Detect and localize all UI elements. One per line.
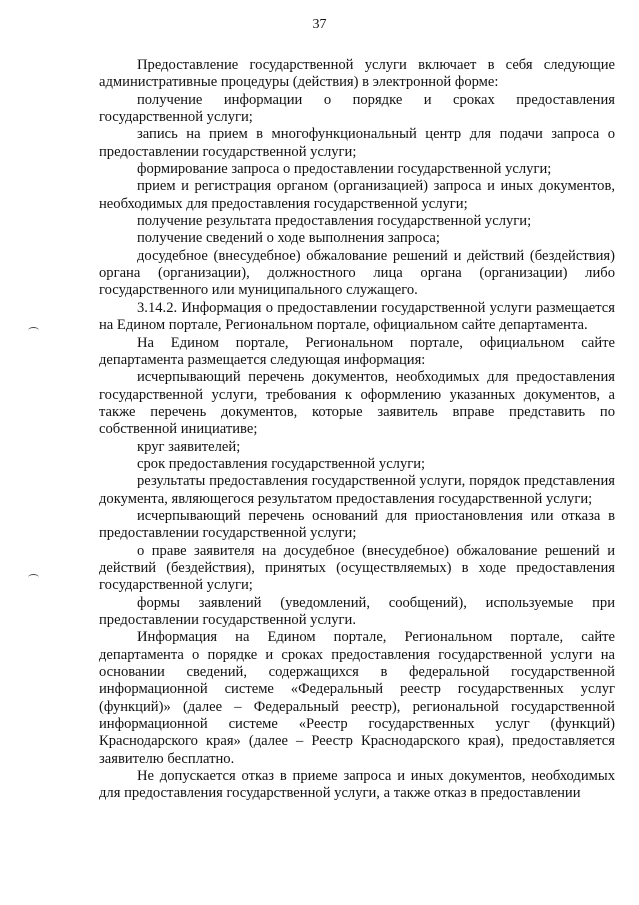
list-item: запись на прием в многофункциональный центр для подачи запроса о предоставлении государственной услуги; bbox=[99, 126, 615, 160]
list-item: срок предоставления государственной услуги; bbox=[137, 455, 426, 472]
list-item: формы заявлений (уведомлений, сообщений), используемые при предоставлении государственной услуги. bbox=[99, 594, 615, 628]
list-item: исчерпывающий перечень документов, необходимых для предоставления государственной услуги, требования к оформлению указанных документов, а также перечень документов, которые заявитель вправе представить по собственной инициативе; bbox=[99, 369, 615, 438]
page-number: 37 bbox=[312, 17, 327, 32]
list-item: круг заявителей; bbox=[137, 438, 241, 455]
list-item: исчерпывающий перечень оснований для приостановления или отказа в предоставлении государственной услуги; bbox=[99, 507, 615, 542]
paragraph: На Едином портале, Региональном портале, официальном сайте департамента размещается следующая информация: bbox=[99, 334, 615, 368]
section-paragraph: 3.14.2. Информация о предоставлении государственной услуги размещается на Едином портале, Региональном портале, официальном сайте департамента. bbox=[99, 299, 615, 334]
margin-mark bbox=[28, 574, 39, 581]
margin-mark bbox=[28, 327, 39, 334]
document-body bbox=[99, 57, 615, 803]
list-item: получение сведений о ходе выполнения запроса; bbox=[137, 230, 440, 247]
list-item: получение информации о порядке и сроках предоставления государственной услуги; bbox=[99, 91, 615, 126]
list-item: о праве заявителя на досудебное (внесудебное) обжалование решений и действий (бездействия), принятых (осуществляемых) в ходе предоставления государственной услуги; bbox=[99, 542, 615, 594]
paragraph: Не допускается отказ в приеме запроса и иных документов, необходимых для предоставления государственной услуги, а также отказ в предоставлении bbox=[99, 768, 615, 802]
list-item: результаты предоставления государственной услуги, порядок представления документа, являющегося результатом предоставления государственной услуги; bbox=[99, 473, 615, 507]
paragraph: Информация на Едином портале, Региональном портале, сайте департамента о порядке и сроках предоставления государственной услуги на основании сведений, содержащихся в федеральной государственной информационной системе «Федеральный реестр государственных услуг (функций)» (далее – Федеральный реестр), региональной государственной информационной системе «Реестр государственных услуг (функций) Краснодарского края» (далее – Реестр Краснодарского края), предоставляется заявителю бесплатно. bbox=[99, 629, 615, 767]
paragraph: Предоставление государственной услуги включает в себя следующие административные процедуры (действия) в электронной форме: bbox=[99, 57, 615, 91]
list-item: прием и регистрация органом (организацией) запроса и иных документов, необходимых для предоставления государственной услуги; bbox=[99, 178, 615, 212]
list-item: получение результата предоставления государственной услуги; bbox=[137, 213, 532, 230]
list-item: формирование запроса о предоставлении государственной услуги; bbox=[137, 161, 552, 178]
list-item: досудебное (внесудебное) обжалование решений и действий (бездействия) органа (организации), должностного лица органа (организации) либо государственного или муниципального служащего. bbox=[99, 247, 615, 299]
